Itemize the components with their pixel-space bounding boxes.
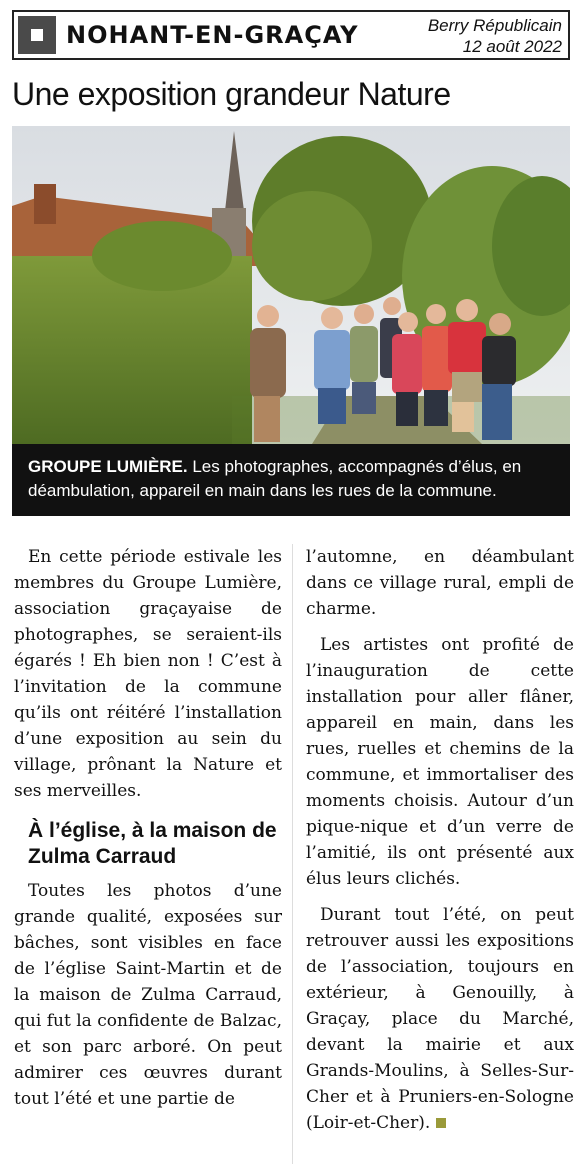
- final-text: Durant tout l’été, on peut retrouver aussi les expositions de l’association, toujours en extérieur, à Genouilly, à Graçay, place du Marché, devant la mairie et aux Grands-Moulins, à Selles-Sur-Cher et à Pruniers-en-Sologne (Loir-et-Cher).: [306, 905, 574, 1133]
- group-photo: [12, 126, 570, 444]
- article-headline: Une exposition grandeur Nature: [12, 76, 451, 112]
- square-bullet-icon: [18, 16, 56, 54]
- body-paragraph-continued: l’automne, en déambulant dans ce village rural, empli de charme.: [306, 547, 574, 619]
- caption-text: Les photographes, accompagnés d’élus, en déambulation, appareil en main dans les rues de la commune.: [28, 457, 522, 500]
- left-column: [14, 544, 282, 1122]
- masthead: [12, 10, 570, 60]
- location-title: NOHANT-EN-GRAÇAY: [66, 21, 359, 49]
- newspaper-name: Berry Républicain: [427, 16, 562, 35]
- body-paragraph: En cette période estivale les membres du Groupe Lumière, association graçayaise de photographes, se seraient-ils égarés ! Eh bien non ! C’est à l’invitation de la commune qu’ils ont réitéré l’installation d’une exposition au sein du village, prônant la Nature et ses merveilles.: [14, 547, 282, 801]
- right-column: [306, 544, 574, 1146]
- publication-date: 12 août 2022: [462, 37, 562, 56]
- end-of-article-icon: [436, 1118, 446, 1128]
- caption-lead: GROUPE LUMIÈRE.: [28, 457, 188, 476]
- subheading: À l’église, à la maison de Zulma Carraud: [28, 819, 277, 868]
- body-paragraph: Les artistes ont profité de l’inauguration de cette installation pour aller flâner, appareil en main, dans les rues, ruelles et chemins de la commune, et immortaliser des moments choisis. Autour d’un pique-nique et d’un verre de l’amitié, ils ont présenté aux élus leurs clichés.: [306, 635, 574, 889]
- column-divider: [292, 544, 293, 1164]
- photo-caption: [12, 444, 570, 516]
- body-paragraph-final: [306, 902, 574, 1136]
- source-info: [428, 15, 562, 57]
- body-paragraph: Toutes les photos d’une grande qualité, exposées sur bâches, sont visibles en face de l’église Saint-Martin et de la maison de Zulma Carraud, qui fut la confidente de Balzac, et son parc arboré. On peut admirer ces œuvres durant tout l’été et une partie de: [14, 881, 282, 1109]
- photo-illustration: [12, 126, 570, 444]
